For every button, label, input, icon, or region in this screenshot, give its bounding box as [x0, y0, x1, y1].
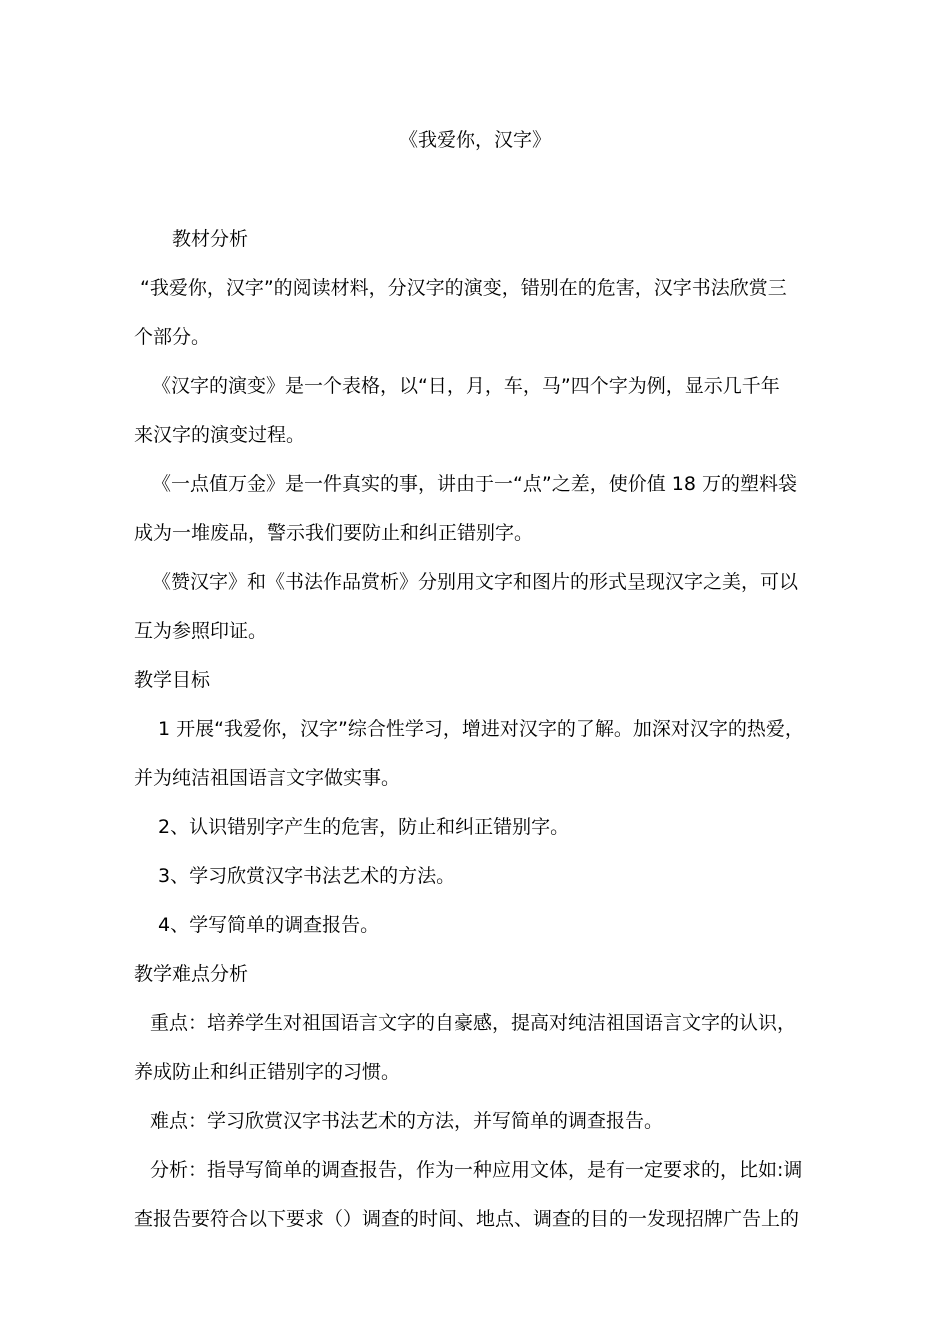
paragraph-line: 分析：指导写简单的调查报告，作为一种应用文体，是有一定要求的，比如:调 [150, 1159, 803, 1181]
list-item: 1 开展“我爱你，汉字”综合性学习，增进对汉字的了解。加深对汉字的热爱， [158, 718, 804, 740]
paragraph-line: 互为参照印证。 [134, 620, 268, 642]
list-item-continuation: 并为纯洁祖国语言文字做实事。 [134, 767, 401, 789]
list-item: 2、认识错别字产生的危害，防止和纠正错别字。 [158, 816, 570, 838]
paragraph-line: 《一点值万金》是一件真实的事，讲由于一“点”之差，使价值 18 万的塑料袋 [152, 473, 797, 495]
heading-difficulty-analysis: 教学难点分析 [134, 963, 249, 985]
heading-material-analysis: 教材分析 [172, 228, 249, 250]
paragraph-line: 养成防止和纠正错别字的习惯。 [134, 1061, 401, 1083]
document-title: 《我爱你，汉字》 [398, 129, 551, 151]
list-item: 4、学写简单的调查报告。 [158, 914, 380, 936]
paragraph-line: 查报告要符合以下要求（）调查的时间、地点、调查的目的一发现招牌广告上的 [134, 1208, 800, 1230]
paragraph-line: “我爱你，汉字”的阅读材料，分汉字的演变，错别在的危害，汉字书法欣赏三 [140, 277, 787, 299]
paragraph-line: 《赞汉字》和《书法作品赏析》分别用文字和图片的形式呈现汉字之美，可以 [152, 571, 799, 593]
paragraph-line: 难点：学习欣赏汉字书法艺术的方法，并写简单的调查报告。 [150, 1110, 664, 1132]
paragraph-line: 来汉字的演变过程。 [134, 424, 306, 446]
paragraph-line: 个部分。 [134, 326, 211, 348]
list-item: 3、学习欣赏汉字书法艺术的方法。 [158, 865, 456, 887]
paragraph-line: 成为一堆废品，警示我们要防止和纠正错别字。 [134, 522, 534, 544]
paragraph-line: 重点：培养学生对祖国语言文字的自豪感，提高对纯洁祖国语言文字的认识， [150, 1012, 797, 1034]
heading-teaching-goals: 教学目标 [134, 669, 211, 691]
paragraph-line: 《汉字的演变》是一个表格，以“日，月，车，马”四个字为例，显示几千年 [152, 375, 780, 397]
